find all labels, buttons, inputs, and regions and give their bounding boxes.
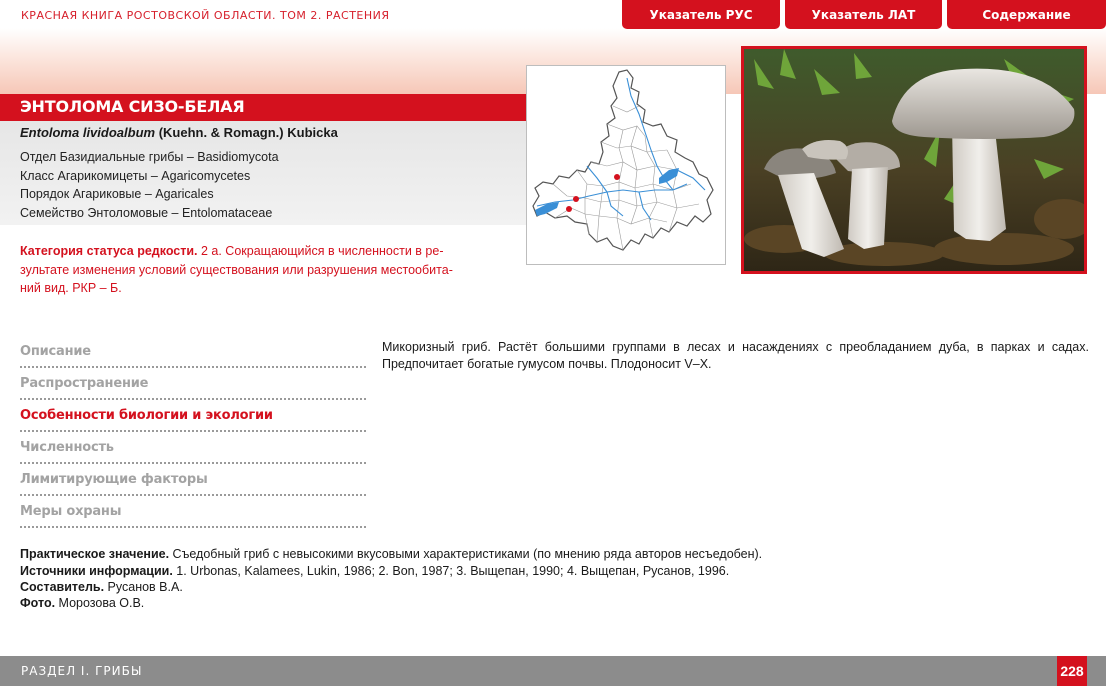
- occurrence-point: [614, 174, 620, 180]
- region-map-graphic: [527, 66, 725, 264]
- photo-credit-text: Морозова О.В.: [55, 596, 145, 610]
- menu-protection-measures[interactable]: Меры охраны: [20, 496, 366, 528]
- rarity-status-label: Категория статуса редкости.: [20, 244, 198, 258]
- bottom-strip: [0, 686, 1106, 690]
- tab-index-lat[interactable]: Указатель ЛАТ: [785, 0, 942, 29]
- practical-value: [20, 547, 762, 561]
- sources-text: 1. Urbonas, Kalamees, Lukin, 1986; 2. Bon, 1987; 3. Выщепан, 1990; 4. Выщепан, Русанов, 1996.: [172, 564, 730, 578]
- distribution-map[interactable]: [526, 65, 726, 265]
- footer-bar: [0, 656, 1106, 686]
- latin-name: [20, 125, 338, 140]
- photo-credit: [20, 596, 144, 610]
- practical-value-label: Практическое значение.: [20, 547, 170, 561]
- practical-value-text: Съедобный гриб с невысокими вкусовыми характеристиками (по мнению ряда авторов несъедобен).: [169, 547, 763, 561]
- latin-author: (Kuehn. & Romagn.) Kubicka: [155, 125, 338, 140]
- occurrence-point: [573, 196, 579, 202]
- section-content: Микоризный гриб. Растёт большими группами в лесах и насаждениях с преобладанием дуба, в парках и садах. Предпочитает богатые гумусом почвы. Плодоносит V–X.: [382, 340, 1089, 371]
- taxon-class: Класс Агарикомицеты – Agaricomycetes: [20, 169, 251, 183]
- rarity-status-line1: 2 а. Сокращающийся в численности в ре-: [197, 244, 444, 258]
- photo-credit-label: Фото.: [20, 596, 56, 610]
- tab-index-rus[interactable]: Указатель РУС: [622, 0, 780, 29]
- sources-label: Источники информации.: [20, 564, 173, 578]
- species-title: ЭНТОЛОМА СИЗО-БЕЛАЯ: [20, 97, 245, 116]
- compiler-label: Составитель.: [20, 580, 105, 594]
- menu-limiting-factors[interactable]: Лимитирующие факторы: [20, 464, 366, 496]
- occurrence-point: [566, 206, 572, 212]
- taxon-order: Порядок Агариковые – Agaricales: [20, 187, 214, 201]
- compiler-text: Русанов В.А.: [104, 580, 183, 594]
- rarity-status-line2: зультате изменения условий существования или разрушения местообита-: [20, 262, 453, 277]
- species-photo[interactable]: [741, 46, 1087, 274]
- latin-binomial: Entoloma lividoalbum: [20, 125, 156, 140]
- section-label: РАЗДЕЛ I. ГРИБЫ: [21, 664, 143, 678]
- rarity-status: [20, 242, 510, 298]
- rarity-status-line3: ний вид. РКР – Б.: [20, 281, 122, 295]
- menu-abundance[interactable]: Численность: [20, 432, 366, 464]
- sources: [20, 564, 729, 578]
- page-number: 228: [1057, 656, 1087, 686]
- tab-contents[interactable]: Содержание: [947, 0, 1106, 29]
- menu-distribution[interactable]: Распространение: [20, 368, 366, 400]
- mushroom-photo-graphic: [744, 49, 1084, 271]
- compiler: [20, 580, 183, 594]
- menu-description[interactable]: Описание: [20, 336, 366, 368]
- menu-biology-ecology[interactable]: Особенности биологии и экологии: [20, 400, 366, 432]
- taxon-division: Отдел Базидиальные грибы – Basidiomycota: [20, 150, 279, 164]
- taxon-family: Семейство Энтоломовые – Entolomataceae: [20, 206, 273, 220]
- book-title: КРАСНАЯ КНИГА РОСТОВСКОЙ ОБЛАСТИ. ТОМ 2. РАСТЕНИЯ: [21, 9, 390, 22]
